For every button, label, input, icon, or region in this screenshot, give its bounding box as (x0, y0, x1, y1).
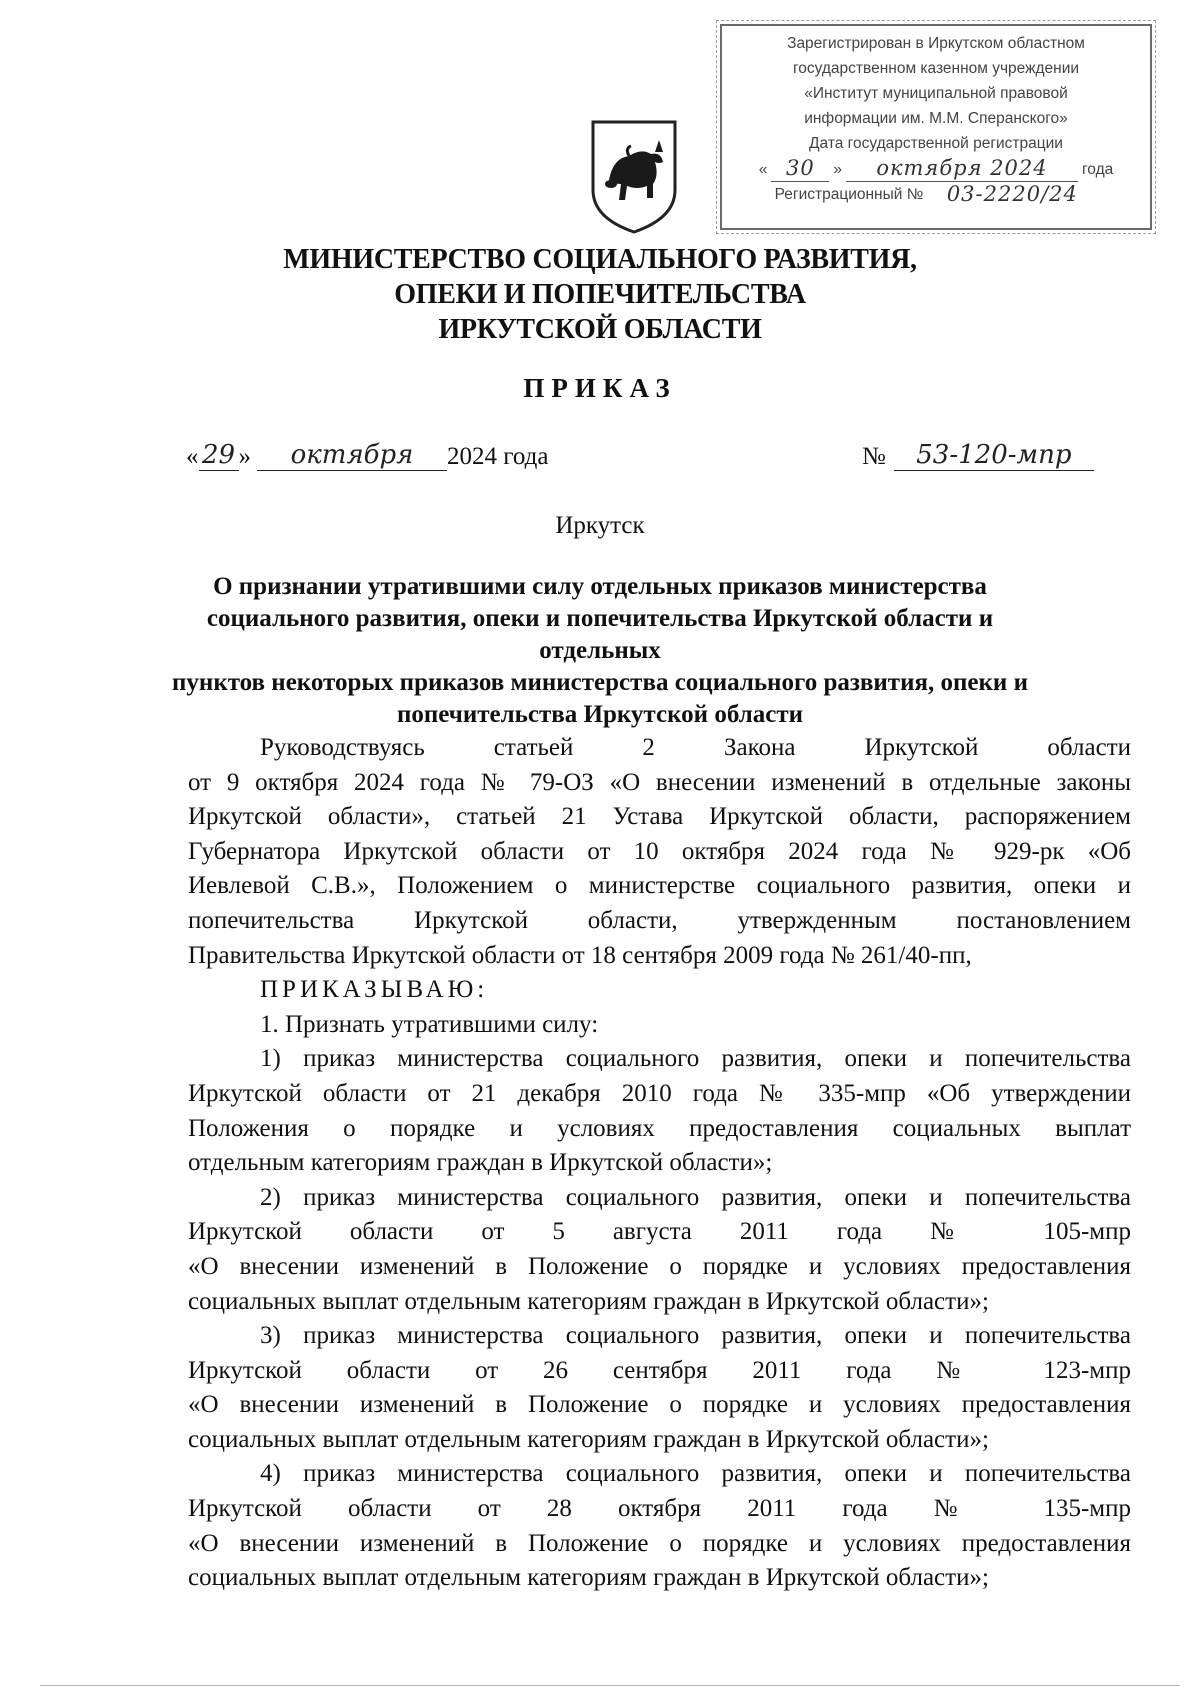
page-bottom-rule (40, 1685, 1180, 1686)
stamp-reg-line (722, 182, 1150, 207)
city-name: Иркутск (555, 512, 645, 539)
body-line: «О внесении изменений в Положение о порядке и условиях предоставления (188, 1391, 1131, 1419)
coat-of-arms-icon (589, 118, 679, 236)
stamp-date-open: « (758, 161, 768, 178)
ministry-line: ОПЕКИ И ПОПЕЧИТЕЛЬСТВА (394, 279, 806, 310)
subject-line: пунктов некоторых приказов министерства социального развития, опеки и (172, 669, 1028, 696)
list-item (188, 1457, 1131, 1595)
list-item (188, 1042, 1131, 1180)
body-line: Иркутской области от 5 августа 2011 года № 105-мпр (188, 1218, 1131, 1246)
body-line: социальных выплат отдельным категориям граждан в Иркутской области»; (188, 1425, 989, 1453)
point-1: 1. Признать утратившими силу: (260, 1010, 599, 1038)
body-line: Иркутской области от 28 октября 2011 года № 135-мпр (188, 1495, 1131, 1523)
stamp-line: Зарегистрирован в Иркутском областном (787, 35, 1085, 52)
body-line: 2) приказ министерства социального развития, опеки и попечительства (260, 1183, 1131, 1211)
stamp-line: «Институт муниципальной правовой (804, 85, 1068, 102)
body-line: Иркутской области от 21 декабря 2010 года № 335-мпр «Об утверждении (188, 1079, 1131, 1107)
stamp-date-day: 30 (771, 156, 829, 182)
registration-stamp (720, 24, 1152, 230)
subject-line: О признании утратившими силу отдельных приказов министерства (213, 573, 987, 600)
date-close-quote: » (238, 443, 251, 470)
body-line: Правительства Иркутской области от 18 сентября 2009 года № 261/40-пп, (188, 941, 972, 969)
body-line: Иркутской области от 26 сентября 2011 года № 123-мпр (188, 1356, 1131, 1384)
list-item (188, 1181, 1131, 1319)
body-line: Губернатора Иркутской области от 10 октября 2024 года № 929-рк «Об (188, 837, 1131, 865)
stamp-line: информации им. М.М. Сперанского» (804, 110, 1068, 127)
body-line: Иркутской области», статьей 21 Устава Иркутской области, распоряжением (188, 803, 1131, 831)
subject-line: социального развития, опеки и попечительства Иркутской области и отдельных (206, 605, 994, 664)
stamp-date-line (722, 156, 1150, 182)
stamp-date-suffix: года (1081, 161, 1114, 178)
stamp-line: Дата государственной регистрации (809, 135, 1063, 152)
body-line: «О внесении изменений в Положение о порядке и условиях предоставления (188, 1529, 1131, 1557)
body-line: Иевлевой С.В.», Положением о министерстве социального развития, опеки и (188, 872, 1131, 900)
order-subject (150, 571, 1050, 731)
date-open-quote: « (186, 443, 199, 470)
ministry-line: ИРКУТСКОЙ ОБЛАСТИ (438, 314, 762, 345)
order-number (862, 440, 1094, 471)
body-line: попечительства Иркутской области, утвержденным постановлением (188, 906, 1131, 934)
stamp-date-mid: » (833, 161, 842, 178)
stamp-reg-label: Регистрационный № (774, 186, 924, 203)
date-year: 2024 года (447, 443, 549, 470)
body-line: 1) приказ министерства социального развития, опеки и попечительства (260, 1045, 1131, 1073)
preamble (188, 731, 1131, 973)
body-line: социальных выплат отдельным категориям граждан в Иркутской области»; (188, 1564, 989, 1592)
date-month: октября (257, 440, 447, 471)
order-body (188, 731, 1131, 1596)
number-label: № (862, 443, 886, 470)
document-type-title: ПРИКАЗ (523, 373, 677, 403)
ministry-heading (0, 242, 1200, 347)
body-line: от 9 октября 2024 года № 79-ОЗ «О внесении изменений в отдельные законы (188, 768, 1131, 796)
order-date (186, 440, 548, 471)
body-line: отдельным категориям граждан в Иркутской области»; (188, 1149, 773, 1177)
subject-line: попечительства Иркутской области (396, 701, 804, 728)
body-line: Положения о порядке и условиях предоставления социальных выплат (188, 1114, 1131, 1142)
stamp-date-month: октября 2024 (846, 156, 1078, 182)
body-line: «О внесении изменений в Положение о порядке и условиях предоставления (188, 1252, 1131, 1280)
ministry-line: МИНИСТЕРСТВО СОЦИАЛЬНОГО РАЗВИТИЯ, (283, 244, 917, 275)
body-line: социальных выплат отдельным категориям граждан в Иркутской области»; (188, 1287, 989, 1315)
stamp-reg-number: 03-2220/24 (946, 182, 1078, 206)
list-item (188, 1319, 1131, 1457)
body-line: Руководствуясь статьей 2 Закона Иркутской области (260, 734, 1131, 761)
number-value: 53-120-мпр (894, 440, 1094, 471)
body-line: 3) приказ министерства социального развития, опеки и попечительства (260, 1322, 1131, 1350)
body-line: 4) приказ министерства социального развития, опеки и попечительства (260, 1460, 1131, 1488)
order-word: ПРИКАЗЫВАЮ: (260, 976, 489, 1004)
date-day: 29 (199, 440, 239, 471)
stamp-line: государственном казенном учреждении (792, 60, 1080, 77)
